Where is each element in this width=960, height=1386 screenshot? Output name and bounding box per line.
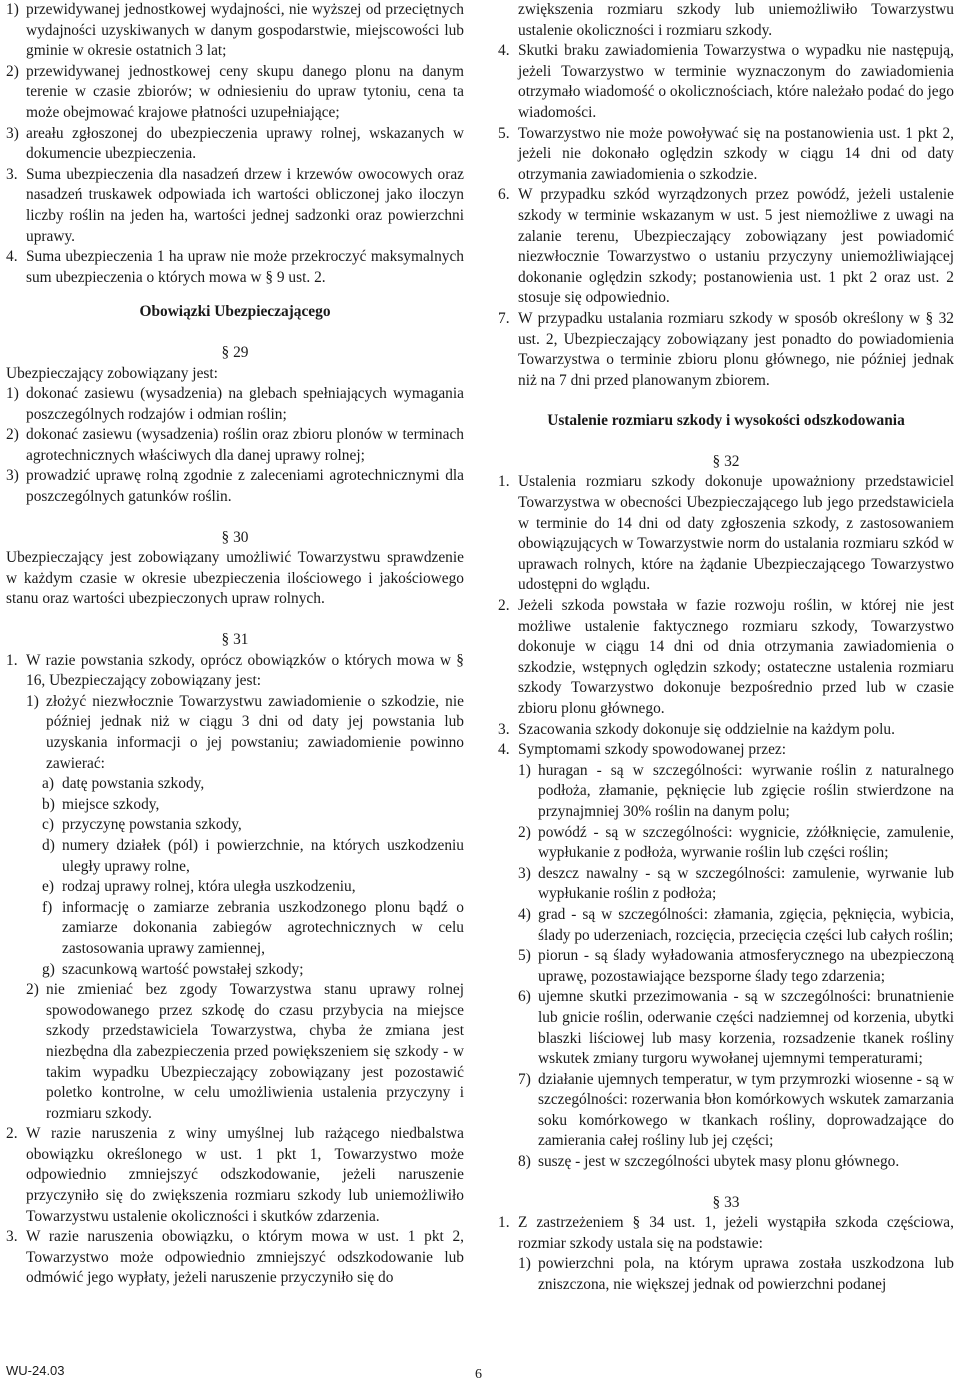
point-text: W przypadku szkód wyrządzonych przez powódź, jeżeli ustalenie szkody w terminie wskazanym w ust. 5 jest niemożliwe z uwagi na zalanie terenu, Ubezpieczający zobowiązany jest powiadomić niezwłocznie Towarzystwo o ustaniu przyczyny uniemożliwiającej dokonanie oględzin szkody; postanowienia ust. 1 pkt 2 oraz ust. 2 stosuje się odpowiednio. [518,186,954,307]
paragraph-point [498,472,954,596]
point-label: 1. [498,1214,510,1232]
item-text: ujemne skutki przezimowania - są w szczególności: brunatnienie lub gnicie roślin, oderwanie części nadziemnej od korzenia, ubytki blaszki liściowej lub masy korzenia, rozsadzenie tkanek rośliny wskutek zmiany turgoru wywołanej ujemnymi temperaturami; [538,988,954,1068]
list-item [6,62,464,124]
point-text: W razie naruszenia z winy umyślnej lub rażącego niedbalstwa obowiązku określonego w ust. 1 pkt 1, Towarzystwo może odpowiednio zmniejszyć odszkodowanie, jeżeli naruszenie przyczyniło się do zwiększenia rozmiaru szkody lub uniemożliwiło Towarzystwu ustalenie okoliczności i skutków zdarzenia. [26,1125,464,1225]
list-item [6,466,464,507]
sub-item-label: a) [42,775,54,793]
sub-item-label: c) [42,816,54,834]
section-number: § 32 [712,452,740,470]
sub-item-label: g) [42,960,55,978]
point-label: 4. [498,42,510,60]
list-item [6,0,464,62]
item-label: 7) [518,1070,531,1088]
item-text: złożyć niezwłocznie Towarzystwu zawiadomienie o szkodzie, nie później jednak niż w ciągu 3 dni od daty jej powstania lub uzyskania informacji o jej powstaniu; zawiadomienie powinno zawierać: [46,692,464,772]
sub-item-text: przyczynę powstania szkody, [62,816,242,834]
item-text: przewidywanej jednostkowej ceny skupu danego plonu na danym terenie w czasie zbiorów; w odniesieniu do upraw tytoniu, cena ta może obejmować krajowe płatności uzupełniające; [26,62,464,121]
point-text: Symptomami szkody spowodowanej przez: [518,741,787,759]
point-text: Jeżeli szkoda powstała w fazie rozwoju roślin, w której nie jest możliwe ustalenie faktycznego rozmiaru szkody, Towarzystwo dokonuje w ciągu 14 dni od dnia otrzymania zawiadomienia o szkodzie, wstępnych oględzin szkody; ostateczne ustalenia rozmiaru szkody Towarzystwo dokonuje bezpośrednio przed lub w czasie zbioru plonu głównego. [518,597,954,717]
paragraph-point [498,596,954,720]
point-text: W razie powstania szkody, oprócz obowiązków o których mowa w § 16, Ubezpieczający zobowiązany jest: [26,651,464,690]
section-intro: Ubezpieczający zobowiązany jest: [6,364,218,382]
point-label: 6. [498,186,510,204]
section-heading: Ustalenie rozmiaru szkody i wysokości odszkodowania [547,412,905,430]
item-label: 2) [6,426,19,444]
paragraph-point [6,1227,464,1289]
left-column [6,0,464,1289]
item-text: przewidywanej jednostkowej wydajności, nie wyższej od przeciętnych wydajności uzyskiwanych w danym gospodarstwie, miejscowości lub gminie w okresie ostatnich 3 lat; [26,1,464,60]
item-text: powódź - są w szczególności: wygnicie, zżółknięcie, zamulenie, wypłukanie z podłoża, wyrwanie roślin lub części roślin; [538,823,954,862]
point-label: 4. [498,741,510,759]
paragraph-point [6,1124,464,1227]
point-label: 4. [6,248,18,266]
point-label: 3. [6,165,18,183]
symptom-item [498,1152,954,1173]
sub-item-text: szacunkową wartość powstałej szkody; [62,960,304,978]
symptom-item [498,987,954,1069]
item-label: 1) [26,692,39,710]
paragraph-point [498,309,954,391]
item-label: 2) [6,62,19,80]
sub-item-text: miejsce szkody, [62,795,160,813]
section-number: § 33 [712,1193,740,1211]
section-number: § 30 [221,528,249,546]
page-number: 6 [475,1367,482,1382]
sub-item [6,836,464,877]
item-label: 6) [518,988,531,1006]
symptom-item [498,946,954,987]
point-label: 1. [6,651,18,669]
list-item [6,124,464,165]
sub-item-text: datę powstania szkody, [62,775,205,793]
point-label: 2. [498,597,510,615]
sub-item-text: numery działek (pól) i powierzchnie, na których uszkodzeniu uległy uprawy rolne, [62,836,464,875]
continued-text: zwiększenia rozmiaru szkody lub uniemożliwiło Towarzystwu ustalenie okoliczności i rozmiaru szkody. [518,1,954,39]
paragraph-point [498,124,954,186]
point-text: Skutki braku zawiadomienia Towarzystwa o wypadku nie następują, jeżeli Towarzystwo w terminie wyznaczonym do zawiadomienia otrzymało wiadomość o okolicznościach, które należało podać do jego wiadomości. [518,42,954,121]
point-text: Szacowania szkody dokonuje się oddzielnie na każdym polu. [518,720,895,738]
sub-item-label: f) [42,898,53,916]
paragraph-point [498,1213,954,1254]
item-text: dokonać zasiewu (wysadzenia) roślin oraz zbioru plonów w terminach agrotechnicznych właściwych dla danej uprawy rolnej; [26,426,464,464]
paragraph-point [498,740,954,761]
point-label: 5. [498,124,510,142]
paragraph-point [498,720,954,741]
point-label: 3. [6,1228,18,1246]
sub-item [6,774,464,795]
right-column [498,0,954,1296]
paragraph-point [6,247,464,288]
sub-item [6,795,464,816]
point-text: W razie naruszenia obowiązku, o którym mowa w ust. 1 pkt 2, Towarzystwo może odpowiednio zmniejszyć odszkodowanie lub odmówić jego wypłaty, jeżeli naruszenie przyczyniło się do [26,1228,464,1287]
section-text: Ubezpieczający jest zobowiązany umożliwić Towarzystwu sprawdzenie w każdym czasie w okresie ubezpieczenia ilościowego i jakościowego stanu oraz wartości ubezpieczonych upraw rolnych. [6,549,464,608]
section-heading: Obowiązki Ubezpieczającego [139,303,331,321]
item-label: 5) [518,947,531,965]
sub-item-text: informację o zamiarze zebrania uszkodzonego plonu bądź o zamiarze dokonania zabiegów agrotechnicznych w celu zastosowania uprawy zamiennej, [62,898,464,957]
list-item [6,980,464,1124]
item-text: piorun - są ślady wyładowania atmosferycznego na ubezpieczoną uprawę, pozostawiające bezsporne ślady tego zdarzenia; [538,947,954,985]
item-text: areału zgłoszonej do ubezpieczenia uprawy rolnej, wskazanych w dokumencie ubezpieczenia. [26,124,464,163]
item-text: grad - są w szczególności: złamania, zgięcia, pęknięcia, wybicia, ślady po uderzeniach, rozcięcia, przecięcia części lub całych roślin; [538,905,954,944]
point-text: Suma ubezpieczenia 1 ha upraw nie może przekroczyć maksymalnych sum ubezpieczenia o których mowa w § 9 ust. 2. [26,248,464,286]
point-label: 3. [498,720,510,738]
paragraph-point [6,651,464,692]
point-text: W przypadku ustalania rozmiaru szkody w sposób określony w § 32 ust. 2, Ubezpieczający zobowiązany jest ponadto do powiadomienia Towarzystwa o terminie zbioru plonu głównego, nie później jednak niż na 7 dni przed planowanym zbiorem. [518,309,954,389]
item-text: dokonać zasiewu (wysadzenia) na glebach spełniających wymagania poszczególnych rodzajów i odmian roślin; [26,385,464,423]
item-label: 4) [518,905,531,923]
symptom-item [498,1070,954,1152]
point-text: Towarzystwo nie może powoływać się na postanowienia ust. 1 pkt 2, jeżeli nie dokonało oględzin szkody w ciągu 14 dni od daty otrzymania zawiadomienia o szkodzie. [518,124,954,183]
item-label: 1) [6,385,19,403]
paragraph-point [6,165,464,247]
sub-item [6,815,464,836]
section-number: § 29 [221,343,249,361]
list-item [6,384,464,425]
point-text: Suma ubezpieczenia dla nasadzeń drzew i krzewów owocowych oraz nasadzeń truskawek odpowiada ich wartości obliczonej jako iloczyn liczby roślin na jeden ha, wartości jednej sadzonki oraz powierzchni uprawy. [26,165,464,245]
item-text: prowadzić uprawę rolną zgodnie z zaleceniami agrotechnicznymi dla poszczególnych gatunków roślin. [26,467,464,506]
item-text: nie zmieniać bez zgody Towarzystwa stanu uprawy rolnej spowodowanego przez szkodę do czasu przybycia na miejsce szkody przedstawiciela Towarzystwa, chyba że zmiana jest niezbędna dla zabezpieczenia przed powiększeniem się szkody - w takim wypadku Ubezpieczający zobowiązany jest pozostawić poletko kontrolne, w celu umożliwienia ustalenia przyczyny i rozmiaru szkody. [46,981,464,1122]
section-number: § 31 [221,631,249,649]
sub-item [6,898,464,960]
point-label: 1. [498,473,510,491]
symptom-item [498,761,954,823]
item-label: 3) [6,467,19,485]
document-code: WU-24.03 [6,1363,65,1378]
sub-item-label: d) [42,836,55,854]
list-item [6,425,464,466]
symptom-item [498,864,954,905]
point-text: Ustalenia rozmiaru szkody dokonuje upoważniony przedstawiciel Towarzystwa w obecności Ubezpieczającego lub jego przedstawiciela w terminie do 14 dni od daty zgłoszenia szkody, z zastosowaniem obowiązujących w Towarzystwie norm do ustalania rozmiaru szkód w uprawach rolnych, które na żądanie Ubezpieczającego Towarzystwo udostępni do wglądu. [518,473,954,594]
item-label: 2) [26,981,39,999]
item-text: huragan - są w szczególności: wyrwanie roślin z naturalnego podłoża, złamanie, pęknięcie lub zgięcie roślin stwierdzone na przynajmniej 30% roślin na danym polu; [538,761,954,820]
symptom-item [498,823,954,864]
point-label: 2. [6,1125,18,1143]
item-text: suszę - jest w szczególności ubytek masy plonu głównego. [538,1153,900,1171]
sub-item-label: b) [42,795,55,813]
item-label: 1) [6,1,19,18]
paragraph-point [498,41,954,123]
point-label: 7. [498,309,510,327]
item-text: działanie ujemnych temperatur, w tym przymrozki wiosenne - są w szczególności: rozerwania błon komórkowych wskutek zamarzania soku komórkowego w tkankach rośliny, doprowadzające do zamierania całej rośliny lub jej części; [538,1070,954,1150]
sub-item [6,960,464,981]
item-label: 1) [518,1255,531,1273]
item-label: 2) [518,823,531,841]
list-item [498,1254,954,1295]
item-label: 1) [518,761,531,779]
point-text: Z zastrzeżeniem § 34 ust. 1, jeżeli wystąpiła szkoda częściowa, rozmiar szkody ustala się na podstawie: [518,1214,954,1252]
item-text: deszcz nawalny - są w szczególności: zamulenie, wyrwanie lub wypłukanie roślin z podłoża; [538,864,954,903]
item-label: 3) [518,864,531,882]
sub-item-text: rodzaj uprawy rolnej, która uległa uszkodzeniu, [62,878,356,896]
paragraph-point [498,185,954,309]
item-label: 3) [6,124,19,142]
symptom-item [498,905,954,946]
item-text: powierzchni pola, na którym uprawa została uszkodzona lub zniszczona, nie większej jednak od powierzchni podanej [538,1255,954,1294]
list-item [6,692,464,774]
sub-item-label: e) [42,878,54,896]
sub-item [6,877,464,898]
item-label: 8) [518,1153,531,1171]
